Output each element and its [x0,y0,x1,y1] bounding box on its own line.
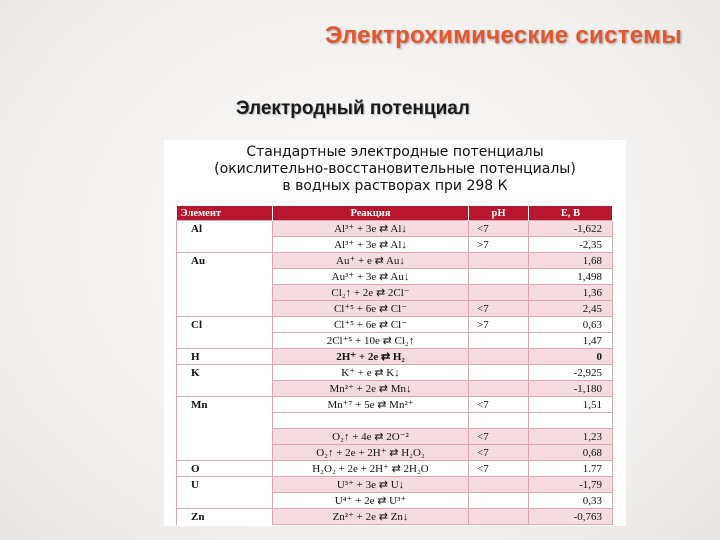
potential-cell: 1,68 [529,253,613,269]
potential-cell: 1,36 [529,285,613,301]
reaction-cell: Cl⁺⁵ + 6e ⇄ Cl⁻ [273,317,469,333]
ph-cell [469,477,529,493]
table-body [177,221,613,525]
reaction-cell: H₂O₂ + 2e + 2H⁺ ⇄ 2H₂O [273,461,469,477]
ph-cell: >7 [469,317,529,333]
table-row [177,381,613,397]
reaction-cell: 2H⁺ + 2e ⇄ H₂ [273,349,469,365]
reaction-cell: Cl⁺⁵ + 6e ⇄ Cl⁻ [273,301,469,317]
potential-cell [529,413,613,429]
element-cell: O [177,461,273,477]
table-row [177,493,613,509]
potential-cell: 1,498 [529,269,613,285]
table-row [177,365,613,381]
reaction-cell: K⁺ + e ⇄ K↓ [273,365,469,381]
element-cell: K [177,365,273,381]
potential-cell: 0,33 [529,493,613,509]
header-ph: pH [469,206,529,221]
ph-cell [469,381,529,397]
element-cell [177,237,273,253]
element-cell: Zn [177,509,273,525]
table-row [177,269,613,285]
potential-cell: 1,47 [529,333,613,349]
ph-cell [469,269,529,285]
ph-cell: <7 [469,429,529,445]
ph-cell [469,333,529,349]
table-row [177,317,613,333]
ph-cell [469,253,529,269]
potential-cell: -0,763 [529,509,613,525]
reaction-cell: U³⁺ + 3e ⇄ U↓ [273,477,469,493]
table-row [177,445,613,461]
table-row [177,429,613,445]
slide-subtitle: Электродный потенциал [236,98,470,119]
potential-cell: 1,51 [529,397,613,413]
reaction-cell [273,413,469,429]
element-cell [177,493,273,509]
ph-cell: >7 [469,237,529,253]
reaction-cell: Cl₂↑ + 2e ⇄ 2Cl⁻ [273,285,469,301]
reaction-cell: O₂↑ + 2e + 2H⁺ ⇄ H₂O₂ [273,445,469,461]
reaction-cell: U⁴⁺ + 2e ⇄ U³⁺ [273,493,469,509]
caption-line-1: Стандартные электродные потенциалы [246,144,544,160]
element-cell [177,381,273,397]
element-cell: Cl [177,317,273,333]
potential-cell: -1,622 [529,221,613,237]
element-cell [177,413,273,429]
caption-line-2: (окислительно-восстановительные потенциалы) [214,161,576,177]
table-row [177,509,613,525]
ph-cell [469,285,529,301]
element-cell [177,445,273,461]
potential-cell: 0,63 [529,317,613,333]
potentials-table [176,206,613,525]
element-cell [177,333,273,349]
potential-cell: -1,180 [529,381,613,397]
potential-cell: -1,79 [529,477,613,493]
element-cell: Al [177,221,273,237]
table-row [177,253,613,269]
table-row [177,461,613,477]
potential-cell: -2,925 [529,365,613,381]
ph-cell: <7 [469,461,529,477]
ph-cell [469,349,529,365]
reaction-cell: Al³⁺ + 3e ⇄ Al↓ [273,237,469,253]
element-cell [177,301,273,317]
table-row [177,413,613,429]
ph-cell: <7 [469,221,529,237]
header-potential: E, B [529,206,613,221]
ph-cell [469,365,529,381]
table-header-row [177,206,613,221]
ph-cell: <7 [469,445,529,461]
element-cell: Au [177,253,273,269]
table-row [177,333,613,349]
element-cell [177,269,273,285]
table-row [177,397,613,413]
ph-cell [469,413,529,429]
table-row [177,349,613,365]
ph-cell [469,509,529,525]
element-cell [177,429,273,445]
ph-cell: <7 [469,301,529,317]
table-row [177,221,613,237]
table-row [177,237,613,253]
reaction-cell: Au⁺ + e ⇄ Au↓ [273,253,469,269]
ph-cell [469,493,529,509]
reaction-cell: Zn²⁺ + 2e ⇄ Zn↓ [273,509,469,525]
ph-cell: <7 [469,397,529,413]
element-cell: U [177,477,273,493]
reaction-cell: Mn⁺⁷ + 5e ⇄ Mn²⁺ [273,397,469,413]
header-reaction: Реакция [273,206,469,221]
table-caption [164,144,626,195]
potential-cell: -2,35 [529,237,613,253]
element-cell: H [177,349,273,365]
potential-cell: 0 [529,349,613,365]
table-row [177,285,613,301]
reaction-cell: Al³⁺ + 3e ⇄ Al↓ [273,221,469,237]
element-cell: Mn [177,397,273,413]
table-row [177,301,613,317]
table-row [177,477,613,493]
reaction-cell: 2Cl⁺⁵ + 10e ⇄ Cl₂↑ [273,333,469,349]
potentials-figure [164,140,626,526]
reaction-cell: Au³⁺ + 3e ⇄ Au↓ [273,269,469,285]
potential-cell: 2,45 [529,301,613,317]
slide-title: Электрохимические системы [325,22,682,49]
header-element: Элемент [177,206,273,221]
reaction-cell: Mn²⁺ + 2e ⇄ Mn↓ [273,381,469,397]
element-cell [177,285,273,301]
potential-cell: 0,68 [529,445,613,461]
caption-line-3: в водных растворах при 298 К [282,178,508,194]
potential-cell: 1,23 [529,429,613,445]
potential-cell: 1.77 [529,461,613,477]
reaction-cell: O₂↑ + 4e ⇄ 2O⁻² [273,429,469,445]
